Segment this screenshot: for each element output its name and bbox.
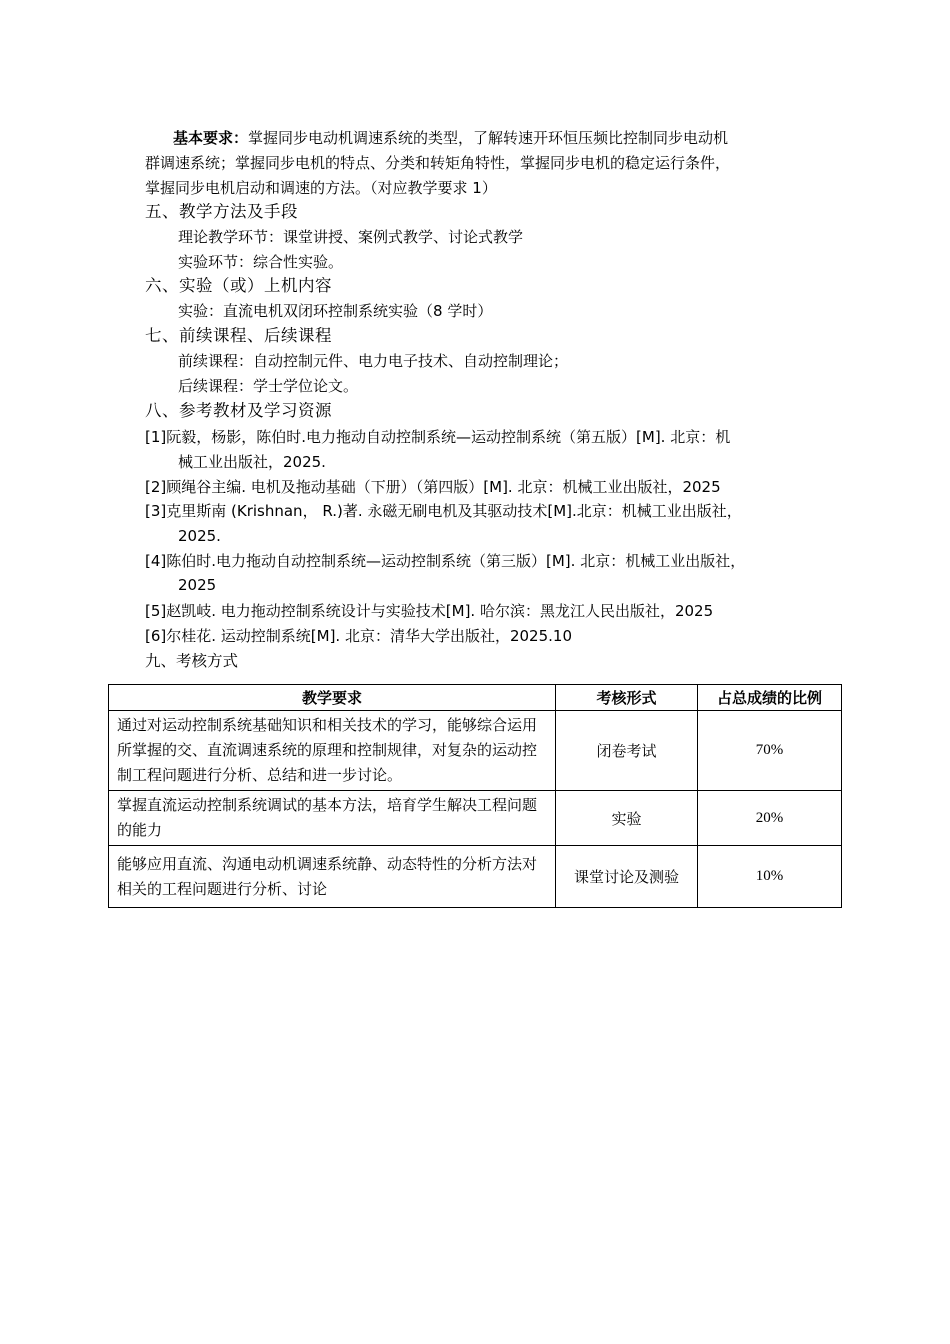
section-8-heading: 八、参考教材及学习资源	[145, 401, 332, 420]
assessment-form-cell: 实验	[556, 791, 698, 846]
reference-4: [4]陈伯时.电力拖动自动控制系统—运动控制系统（第三版）[M]. 北京：机械工业出版社，	[145, 552, 746, 570]
basic-requirement-line-1	[173, 128, 728, 148]
basic-requirement-line-3: 掌握同步电机启动和调速的方法。（对应教学要求 1）	[145, 179, 497, 197]
section-9-heading: 九、考核方式	[145, 652, 239, 670]
basic-requirement-label: 基本要求：	[173, 129, 249, 147]
table-row	[109, 846, 842, 908]
reference-6: [6]尔桂花. 运动控制系统[M]. 北京：清华大学出版社，2025.10	[145, 627, 572, 645]
assessment-table	[108, 684, 842, 908]
reference-5: [5]赵凯岐. 电力拖动控制系统设计与实验技术[M]. 哈尔滨：黑龙江人民出版社，2025	[145, 602, 714, 620]
section-6-heading: 六、实验（或）上机内容	[145, 276, 332, 295]
table-header-row	[109, 685, 842, 711]
grade-ratio-cell: 70%	[698, 711, 842, 791]
requirement-cell: 能够应用直流、沟通电动机调速系统静、动态特性的分析方法对相关的工程问题进行分析、讨论	[109, 846, 556, 908]
header-assessment-form: 考核形式	[556, 685, 698, 711]
section-7-heading: 七、前续课程、后续课程	[145, 326, 332, 345]
grade-ratio-cell: 20%	[698, 791, 842, 846]
reference-3: [3]克里斯南 (Krishnan， R.)著. 永磁无刷电机及其驱动技术[M].北京：机械工业出版社，	[145, 502, 742, 520]
reference-1-cont: 械工业出版社，2025.	[178, 453, 326, 471]
section-7-item-2: 后续课程：学士学位论文。	[178, 377, 359, 395]
assessment-form-cell: 课堂讨论及测验	[556, 846, 698, 908]
requirement-cell: 通过对运动控制系统基础知识和相关技术的学习，能够综合运用所掌握的交、直流调速系统的原理和控制规律，对复杂的运动控制工程问题进行分析、总结和进一步讨论。	[109, 711, 556, 791]
table-row	[109, 791, 842, 846]
grade-ratio-cell: 10%	[698, 846, 842, 908]
section-5-item-2: 实验环节：综合性实验。	[178, 253, 344, 271]
section-5-item-1: 理论教学环节：课堂讲授、案例式教学、讨论式教学	[178, 228, 524, 246]
section-7-item-1: 前续课程：自动控制元件、电力电子技术、自动控制理论；	[178, 352, 569, 370]
header-teaching-requirement: 教学要求	[109, 685, 556, 711]
reference-2: [2]顾绳谷主编. 电机及拖动基础（下册）（第四版）[M]. 北京：机械工业出版社，2025	[145, 478, 721, 496]
basic-requirement-line-2: 群调速系统；掌握同步电机的特点、分类和转矩角特性，掌握同步电机的稳定运行条件，	[145, 154, 731, 172]
requirement-cell: 掌握直流运动控制系统调试的基本方法，培育学生解决工程问题的能力	[109, 791, 556, 846]
table-row	[109, 711, 842, 791]
section-6-item-1: 实验：直流电机双闭环控制系统实验（8 学时）	[178, 302, 493, 320]
header-grade-ratio: 占总成绩的比例	[698, 685, 842, 711]
section-5-heading: 五、教学方法及手段	[145, 202, 298, 221]
reference-1: [1]阮毅，杨影，陈伯时.电力拖动自动控制系统—运动控制系统（第五版）[M]. 北京：机	[145, 428, 731, 446]
reference-3-cont: 2025.	[178, 527, 221, 545]
assessment-form-cell: 闭卷考试	[556, 711, 698, 791]
basic-requirement-text-1: 掌握同步电动机调速系统的类型，了解转速开环恒压频比控制同步电动机	[248, 129, 729, 147]
reference-4-cont: 2025	[178, 576, 217, 594]
